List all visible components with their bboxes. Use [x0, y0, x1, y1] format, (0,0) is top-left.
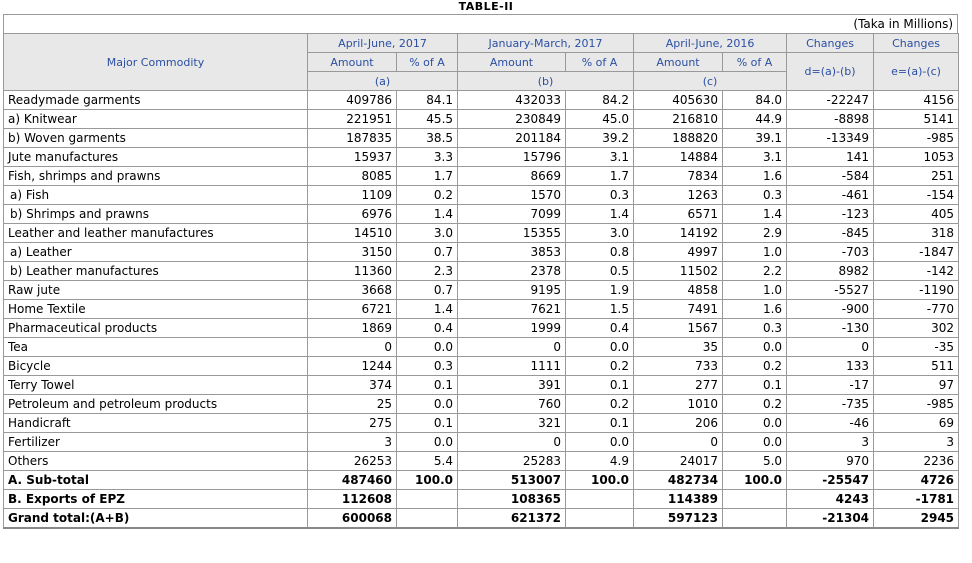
pct-c-cell: 100.0: [723, 471, 787, 490]
pct-b-cell: [566, 490, 634, 509]
amount-b-cell: 513007: [458, 471, 566, 490]
change-e-cell: -1190: [874, 281, 959, 300]
pct-a-cell: 38.5: [397, 129, 458, 148]
table-row: [4, 319, 959, 338]
amount-c-cell: 482734: [634, 471, 723, 490]
commodity-cell: Leather and leather manufactures: [4, 224, 308, 243]
pct-c-cell: 84.0: [723, 91, 787, 110]
commodity-cell: Fertilizer: [4, 433, 308, 452]
pct-c-cell: 2.9: [723, 224, 787, 243]
pct-c-cell: 1.0: [723, 281, 787, 300]
amount-a-cell: 275: [308, 414, 397, 433]
amount-a-cell: 25: [308, 395, 397, 414]
pct-b-cell: 4.9: [566, 452, 634, 471]
amount-a-cell: 26253: [308, 452, 397, 471]
pct-b-cell: 0.0: [566, 433, 634, 452]
export-commodity-table: [3, 33, 959, 529]
change-e-cell: 511: [874, 357, 959, 376]
commodity-cell: A. Sub-total: [4, 471, 308, 490]
header-pct-c: % of A: [723, 53, 787, 72]
pct-a-cell: 0.4: [397, 319, 458, 338]
pct-a-cell: 100.0: [397, 471, 458, 490]
amount-a-cell: 187835: [308, 129, 397, 148]
commodity-cell: Fish, shrimps and prawns: [4, 167, 308, 186]
change-e-cell: -770: [874, 300, 959, 319]
amount-b-cell: 0: [458, 433, 566, 452]
pct-b-cell: [566, 509, 634, 528]
change-d-cell: -46: [787, 414, 874, 433]
amount-b-cell: 621372: [458, 509, 566, 528]
change-e-cell: -142: [874, 262, 959, 281]
amount-c-cell: 24017: [634, 452, 723, 471]
change-d-cell: 141: [787, 148, 874, 167]
header-letter-b: (b): [458, 72, 634, 91]
amount-c-cell: 1567: [634, 319, 723, 338]
change-d-cell: 970: [787, 452, 874, 471]
pct-c-cell: 39.1: [723, 129, 787, 148]
table-row: [4, 129, 959, 148]
pct-b-cell: 0.1: [566, 414, 634, 433]
amount-a-cell: 487460: [308, 471, 397, 490]
pct-a-cell: [397, 509, 458, 528]
commodity-cell: Grand total:(A+B): [4, 509, 308, 528]
pct-b-cell: 0.3: [566, 186, 634, 205]
pct-b-cell: 0.4: [566, 319, 634, 338]
pct-c-cell: 5.0: [723, 452, 787, 471]
header-pct-b: % of A: [566, 53, 634, 72]
header-changes-d: Changes: [787, 34, 874, 53]
amount-b-cell: 25283: [458, 452, 566, 471]
commodity-cell: Readymade garments: [4, 91, 308, 110]
amount-c-cell: 206: [634, 414, 723, 433]
amount-c-cell: 6571: [634, 205, 723, 224]
header-formula-e: e=(a)-(c): [874, 53, 959, 91]
amount-b-cell: 1111: [458, 357, 566, 376]
table-row: [4, 471, 959, 490]
amount-c-cell: 733: [634, 357, 723, 376]
amount-c-cell: 0: [634, 433, 723, 452]
amount-a-cell: 409786: [308, 91, 397, 110]
header-changes-e: Changes: [874, 34, 959, 53]
table-body: [4, 91, 959, 528]
amount-a-cell: 3150: [308, 243, 397, 262]
pct-c-cell: [723, 509, 787, 528]
change-e-cell: 3: [874, 433, 959, 452]
pct-b-cell: 3.1: [566, 148, 634, 167]
amount-b-cell: 3853: [458, 243, 566, 262]
pct-a-cell: 5.4: [397, 452, 458, 471]
amount-b-cell: 230849: [458, 110, 566, 129]
change-e-cell: 2945: [874, 509, 959, 528]
pct-a-cell: 0.0: [397, 433, 458, 452]
commodity-cell: a) Leather: [4, 243, 308, 262]
pct-a-cell: 84.1: [397, 91, 458, 110]
commodity-cell: Petroleum and petroleum products: [4, 395, 308, 414]
commodity-cell: Pharmaceutical products: [4, 319, 308, 338]
table-row: [4, 300, 959, 319]
change-e-cell: 302: [874, 319, 959, 338]
change-d-cell: -703: [787, 243, 874, 262]
amount-b-cell: 15796: [458, 148, 566, 167]
header-letter-a: (a): [308, 72, 458, 91]
table-row: [4, 452, 959, 471]
change-d-cell: -461: [787, 186, 874, 205]
pct-b-cell: 3.0: [566, 224, 634, 243]
pct-c-cell: 3.1: [723, 148, 787, 167]
change-e-cell: 69: [874, 414, 959, 433]
commodity-cell: Bicycle: [4, 357, 308, 376]
header-period-jan-mar-2017: January-March, 2017: [458, 34, 634, 53]
pct-b-cell: 39.2: [566, 129, 634, 148]
amount-a-cell: 600068: [308, 509, 397, 528]
pct-c-cell: 1.4: [723, 205, 787, 224]
units-row: [3, 14, 958, 34]
table-row: [4, 395, 959, 414]
pct-a-cell: 0.7: [397, 243, 458, 262]
pct-c-cell: 1.6: [723, 300, 787, 319]
change-d-cell: -845: [787, 224, 874, 243]
table-row: [4, 357, 959, 376]
amount-a-cell: 15937: [308, 148, 397, 167]
table-row: [4, 509, 959, 528]
pct-b-cell: 45.0: [566, 110, 634, 129]
pct-a-cell: 0.0: [397, 395, 458, 414]
commodity-cell: Raw jute: [4, 281, 308, 300]
pct-a-cell: 0.3: [397, 357, 458, 376]
pct-c-cell: [723, 490, 787, 509]
change-d-cell: -584: [787, 167, 874, 186]
pct-b-cell: 1.5: [566, 300, 634, 319]
pct-a-cell: 45.5: [397, 110, 458, 129]
change-e-cell: 251: [874, 167, 959, 186]
pct-b-cell: 0.2: [566, 395, 634, 414]
change-d-cell: -22247: [787, 91, 874, 110]
amount-c-cell: 14884: [634, 148, 723, 167]
change-d-cell: -130: [787, 319, 874, 338]
header-amount-a: Amount: [308, 53, 397, 72]
pct-c-cell: 0.2: [723, 357, 787, 376]
pct-a-cell: 0.1: [397, 376, 458, 395]
amount-a-cell: 1869: [308, 319, 397, 338]
change-e-cell: 4726: [874, 471, 959, 490]
pct-b-cell: 1.9: [566, 281, 634, 300]
pct-a-cell: 1.4: [397, 205, 458, 224]
change-e-cell: 97: [874, 376, 959, 395]
pct-c-cell: 0.0: [723, 414, 787, 433]
amount-a-cell: 3668: [308, 281, 397, 300]
amount-b-cell: 0: [458, 338, 566, 357]
commodity-cell: Others: [4, 452, 308, 471]
commodity-cell: Handicraft: [4, 414, 308, 433]
amount-c-cell: 4858: [634, 281, 723, 300]
change-d-cell: 133: [787, 357, 874, 376]
amount-b-cell: 7621: [458, 300, 566, 319]
pct-c-cell: 0.0: [723, 338, 787, 357]
change-e-cell: 2236: [874, 452, 959, 471]
change-e-cell: 318: [874, 224, 959, 243]
header-major-commodity: Major Commodity: [4, 34, 308, 91]
change-d-cell: -21304: [787, 509, 874, 528]
amount-b-cell: 391: [458, 376, 566, 395]
pct-c-cell: 0.3: [723, 186, 787, 205]
table-row: [4, 91, 959, 110]
change-d-cell: -17: [787, 376, 874, 395]
commodity-cell: Terry Towel: [4, 376, 308, 395]
header-period-apr-jun-2017: April-June, 2017: [308, 34, 458, 53]
table-row: [4, 148, 959, 167]
header-formula-d: d=(a)-(b): [787, 53, 874, 91]
table-row: [4, 490, 959, 509]
pct-a-cell: 0.0: [397, 338, 458, 357]
pct-a-cell: 1.7: [397, 167, 458, 186]
pct-a-cell: 2.3: [397, 262, 458, 281]
table-row: [4, 243, 959, 262]
change-e-cell: -1781: [874, 490, 959, 509]
amount-b-cell: 15355: [458, 224, 566, 243]
pct-b-cell: 0.2: [566, 357, 634, 376]
pct-a-cell: 0.7: [397, 281, 458, 300]
commodity-cell: a) Fish: [4, 186, 308, 205]
header-amount-c: Amount: [634, 53, 723, 72]
amount-c-cell: 4997: [634, 243, 723, 262]
amount-c-cell: 35: [634, 338, 723, 357]
amount-a-cell: 1244: [308, 357, 397, 376]
table-row: [4, 205, 959, 224]
pct-a-cell: 3.0: [397, 224, 458, 243]
amount-b-cell: 7099: [458, 205, 566, 224]
change-d-cell: 4243: [787, 490, 874, 509]
amount-a-cell: 6721: [308, 300, 397, 319]
change-d-cell: 3: [787, 433, 874, 452]
table-row: [4, 167, 959, 186]
change-d-cell: -25547: [787, 471, 874, 490]
pct-a-cell: [397, 490, 458, 509]
commodity-cell: b) Woven garments: [4, 129, 308, 148]
amount-b-cell: 1999: [458, 319, 566, 338]
change-e-cell: -35: [874, 338, 959, 357]
amount-c-cell: 597123: [634, 509, 723, 528]
amount-b-cell: 432033: [458, 91, 566, 110]
amount-b-cell: 9195: [458, 281, 566, 300]
amount-a-cell: 374: [308, 376, 397, 395]
header-amount-b: Amount: [458, 53, 566, 72]
commodity-cell: Home Textile: [4, 300, 308, 319]
amount-a-cell: 8085: [308, 167, 397, 186]
amount-c-cell: 277: [634, 376, 723, 395]
change-e-cell: 4156: [874, 91, 959, 110]
amount-b-cell: 321: [458, 414, 566, 433]
pct-c-cell: 1.0: [723, 243, 787, 262]
amount-a-cell: 14510: [308, 224, 397, 243]
commodity-cell: Jute manufactures: [4, 148, 308, 167]
table-row: [4, 433, 959, 452]
pct-c-cell: 2.2: [723, 262, 787, 281]
table-row: [4, 376, 959, 395]
change-d-cell: -13349: [787, 129, 874, 148]
amount-a-cell: 6976: [308, 205, 397, 224]
commodity-cell: B. Exports of EPZ: [4, 490, 308, 509]
amount-c-cell: 1010: [634, 395, 723, 414]
header-pct-a: % of A: [397, 53, 458, 72]
pct-c-cell: 0.3: [723, 319, 787, 338]
units-note: (Taka in Millions): [853, 17, 953, 31]
table-row: [4, 224, 959, 243]
commodity-cell: b) Shrimps and prawns: [4, 205, 308, 224]
change-e-cell: -154: [874, 186, 959, 205]
table-row: [4, 281, 959, 300]
change-e-cell: -985: [874, 395, 959, 414]
pct-a-cell: 3.3: [397, 148, 458, 167]
table-row: [4, 110, 959, 129]
amount-c-cell: 405630: [634, 91, 723, 110]
pct-c-cell: 0.2: [723, 395, 787, 414]
change-e-cell: 5141: [874, 110, 959, 129]
pct-a-cell: 0.2: [397, 186, 458, 205]
table-title: TABLE-II: [458, 0, 514, 13]
pct-b-cell: 1.7: [566, 167, 634, 186]
change-d-cell: -735: [787, 395, 874, 414]
amount-a-cell: 3: [308, 433, 397, 452]
pct-b-cell: 1.4: [566, 205, 634, 224]
change-e-cell: 1053: [874, 148, 959, 167]
commodity-cell: Tea: [4, 338, 308, 357]
change-d-cell: -5527: [787, 281, 874, 300]
amount-c-cell: 216810: [634, 110, 723, 129]
amount-c-cell: 114389: [634, 490, 723, 509]
change-d-cell: 0: [787, 338, 874, 357]
change-d-cell: -8898: [787, 110, 874, 129]
pct-a-cell: 1.4: [397, 300, 458, 319]
pct-c-cell: 0.1: [723, 376, 787, 395]
change-d-cell: -123: [787, 205, 874, 224]
pct-b-cell: 0.1: [566, 376, 634, 395]
commodity-cell: b) Leather manufactures: [4, 262, 308, 281]
amount-a-cell: 1109: [308, 186, 397, 205]
table-row: [4, 186, 959, 205]
change-e-cell: -985: [874, 129, 959, 148]
amount-b-cell: 2378: [458, 262, 566, 281]
change-e-cell: 405: [874, 205, 959, 224]
amount-a-cell: 221951: [308, 110, 397, 129]
pct-b-cell: 0.5: [566, 262, 634, 281]
amount-b-cell: 201184: [458, 129, 566, 148]
table-row: [4, 338, 959, 357]
header-letter-c: (c): [634, 72, 787, 91]
amount-a-cell: 11360: [308, 262, 397, 281]
amount-b-cell: 108365: [458, 490, 566, 509]
header-row-periods: [4, 34, 959, 53]
change-d-cell: -900: [787, 300, 874, 319]
pct-b-cell: 100.0: [566, 471, 634, 490]
amount-c-cell: 7834: [634, 167, 723, 186]
amount-c-cell: 14192: [634, 224, 723, 243]
change-d-cell: 8982: [787, 262, 874, 281]
amount-a-cell: 0: [308, 338, 397, 357]
amount-b-cell: 760: [458, 395, 566, 414]
pct-b-cell: 0.0: [566, 338, 634, 357]
table-row: [4, 414, 959, 433]
amount-b-cell: 1570: [458, 186, 566, 205]
pct-c-cell: 0.0: [723, 433, 787, 452]
amount-a-cell: 112608: [308, 490, 397, 509]
amount-c-cell: 7491: [634, 300, 723, 319]
amount-c-cell: 1263: [634, 186, 723, 205]
amount-b-cell: 8669: [458, 167, 566, 186]
table-row: [4, 262, 959, 281]
pct-a-cell: 0.1: [397, 414, 458, 433]
header-period-apr-jun-2016: April-June, 2016: [634, 34, 787, 53]
pct-b-cell: 84.2: [566, 91, 634, 110]
commodity-cell: a) Knitwear: [4, 110, 308, 129]
amount-c-cell: 188820: [634, 129, 723, 148]
pct-c-cell: 1.6: [723, 167, 787, 186]
pct-c-cell: 44.9: [723, 110, 787, 129]
pct-b-cell: 0.8: [566, 243, 634, 262]
change-e-cell: -1847: [874, 243, 959, 262]
amount-c-cell: 11502: [634, 262, 723, 281]
